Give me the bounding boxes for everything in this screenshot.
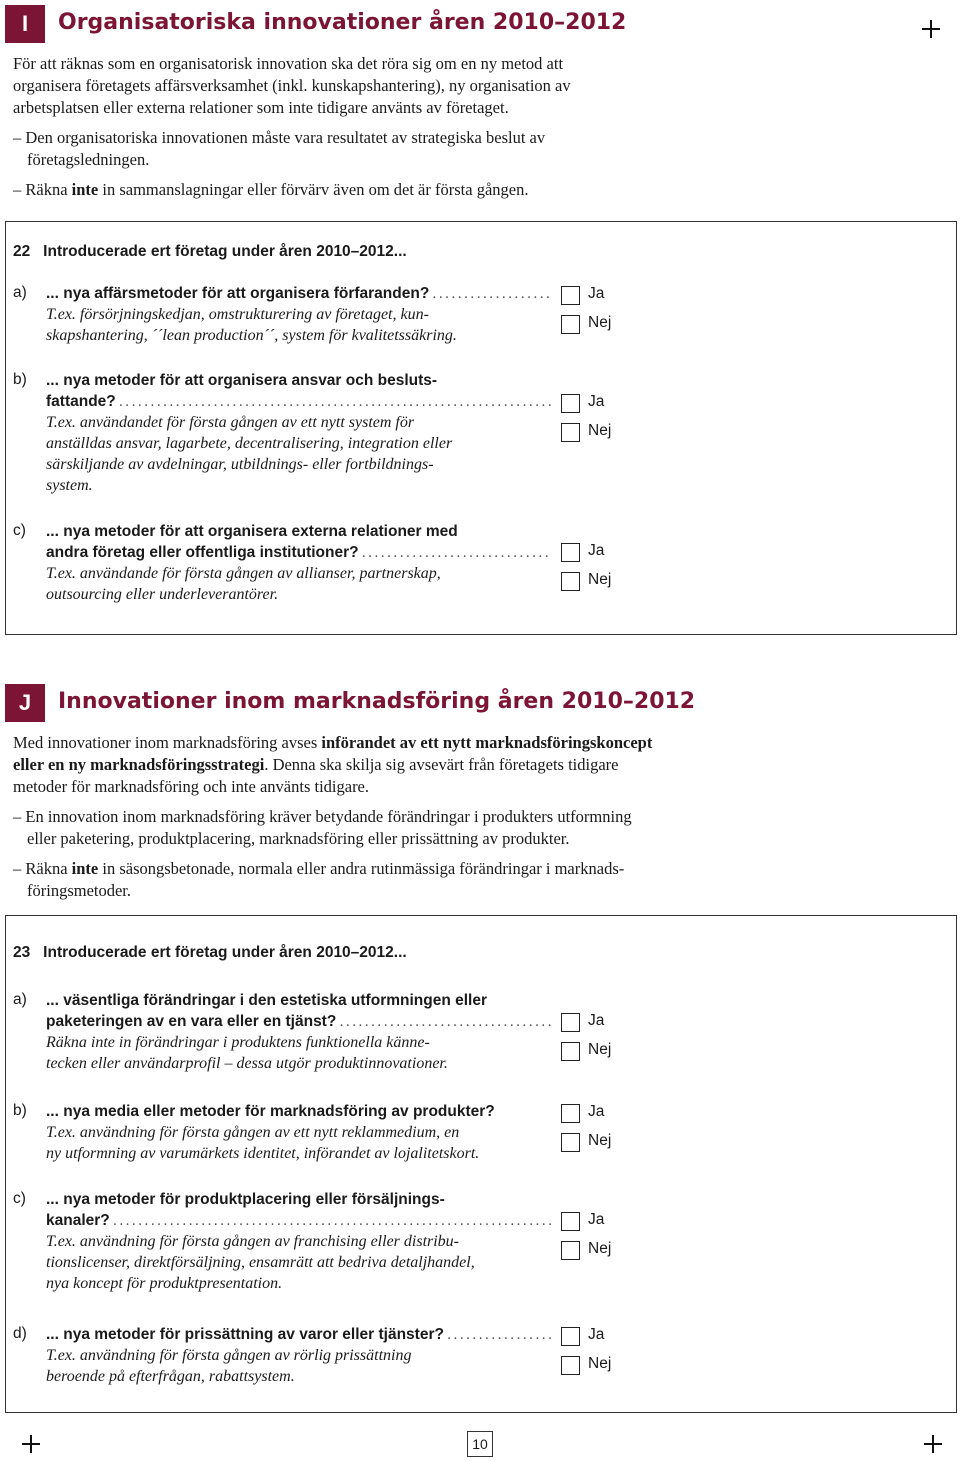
checkbox-23a-nej[interactable] xyxy=(561,1042,580,1061)
question-22-title: 22 Introducerade ert företag under åren 2010–2012... xyxy=(13,243,407,260)
item-letter: b) xyxy=(13,371,27,388)
section-i-title: Organisatoriska innovationer åren 2010–2012 xyxy=(58,10,627,35)
question-22a-text: ... nya affärsmetoder för att organisera förfaranden? ..... xyxy=(46,283,552,304)
checkbox-22a-ja[interactable] xyxy=(561,286,580,305)
checkbox-label: Nej xyxy=(588,1240,612,1257)
checkbox-label: Ja xyxy=(588,393,605,410)
item-letter: b) xyxy=(13,1102,27,1119)
checkbox-23d-ja[interactable] xyxy=(561,1327,580,1346)
section-j-intro xyxy=(13,732,813,902)
intro-line: arbetsplatsen eller externa relationer som inte tidigare använts av företaget. xyxy=(13,98,509,117)
question-23a-text: ... väsentliga förändringar i den estetiska utformningen eller paketeringen av en vara eller en tjänst? ..... xyxy=(46,990,552,1032)
intro-line: organisera företagets affärsverksamhet (inkl. kunskapshantering), ny organisation av xyxy=(13,76,571,95)
registration-mark-top-right xyxy=(922,20,940,38)
checkbox-23c-nej[interactable] xyxy=(561,1241,580,1260)
item-letter: a) xyxy=(13,284,27,301)
checkbox-label: Nej xyxy=(588,571,612,588)
checkbox-label: Nej xyxy=(588,314,612,331)
checkbox-label: Nej xyxy=(588,1355,612,1372)
item-letter: c) xyxy=(13,1190,26,1207)
question-23a-example: Räkna inte in förändringar i produktens funktionella känne- tecken eller användarprofil – dessa utgör produktinnovationer. xyxy=(46,1034,448,1072)
question-22c-example: T.ex. användande för första gången av allianser, partnerskap, outsourcing eller underleverantörer. xyxy=(46,565,441,603)
checkbox-label: Nej xyxy=(588,1041,612,1058)
item-letter: a) xyxy=(13,991,27,1008)
question-23b-text: ... nya media eller metoder för marknadsföring av produkter? xyxy=(46,1103,495,1120)
question-22a-example: T.ex. försörjningskedjan, omstrukturering av företaget, kun- skapshantering, ´´lean production´´, system för kvalitetssäkring. xyxy=(46,306,457,344)
checkbox-label: Ja xyxy=(588,542,605,559)
checkbox-23b-ja[interactable] xyxy=(561,1104,580,1123)
checkbox-label: Nej xyxy=(588,422,612,439)
checkbox-22c-nej[interactable] xyxy=(561,572,580,591)
section-j-badge: J xyxy=(5,684,45,722)
question-22b-text: ... nya metoder för att organisera ansvar och besluts- fattande? ..... xyxy=(46,370,552,412)
intro-line: eller en ny marknadsföringsstrategi. Denna ska skilja sig avsevärt från företagets tidigare xyxy=(13,755,619,774)
checkbox-22a-nej[interactable] xyxy=(561,315,580,334)
question-23c-text: ... nya metoder för produktplacering eller försäljnings- kanaler? ..... xyxy=(46,1189,552,1231)
intro-bullet: – Räkna inte in säsongsbetonade, normala eller andra rutinmässiga förändringar i marknads- föringsmetoder. xyxy=(13,859,625,900)
section-j-title: Innovationer inom marknadsföring åren 2010–2012 xyxy=(58,689,696,714)
question-23d-text: ... nya metoder för prissättning av varor eller tjänster? ..... xyxy=(46,1324,552,1345)
checkbox-label: Ja xyxy=(588,285,605,302)
section-i-intro xyxy=(13,53,733,201)
checkbox-label: Ja xyxy=(588,1211,605,1228)
intro-bullet: – En innovation inom marknadsföring kräver betydande förändringar i produkters utformning eller paketering, produktplacering, marknadsföring eller prissättning av produkter. xyxy=(13,807,632,848)
checkbox-label: Ja xyxy=(588,1103,605,1120)
checkbox-22b-nej[interactable] xyxy=(561,423,580,442)
item-letter: d) xyxy=(13,1325,27,1342)
checkbox-22c-ja[interactable] xyxy=(561,543,580,562)
checkbox-22b-ja[interactable] xyxy=(561,394,580,413)
section-i-badge: I xyxy=(5,5,45,43)
intro-line: Med innovationer inom marknadsföring avses införandet av ett nytt marknadsföringskoncept xyxy=(13,733,653,752)
question-23d-example: T.ex. användning för första gången av rörlig prissättning beroende på efterfrågan, rabattsystem. xyxy=(46,1347,412,1385)
intro-line: metoder för marknadsföring och inte använts tidigare. xyxy=(13,777,370,796)
checkbox-23d-nej[interactable] xyxy=(561,1356,580,1375)
question-23-title: 23 Introducerade ert företag under åren 2010–2012... xyxy=(13,944,407,961)
question-22c-text: ... nya metoder för att organisera externa relationer med andra företag eller offentliga institutioner? ..... xyxy=(46,521,552,563)
question-23b-example: T.ex. användning för första gången av ett nytt reklammedium, en ny utformning av varumärkets identitet, införandet av lojalitetskort. xyxy=(46,1124,480,1162)
registration-mark-bottom-left xyxy=(22,1435,40,1453)
intro-bullet: – Den organisatoriska innovationen måste vara resultatet av strategiska beslut av företagsledningen. xyxy=(13,128,546,169)
intro-bullet: – Räkna inte in sammanslagningar eller förvärv även om det är första gången. xyxy=(13,180,529,199)
checkbox-23a-ja[interactable] xyxy=(561,1013,580,1032)
question-22b-example: T.ex. användandet för första gången av ett nytt system för anställdas ansvar, lagarbete, decentralisering, integration eller särskiljande av avdelningar, utbildnings- eller fortbildnings- system. xyxy=(46,414,453,494)
intro-line: För att räknas som en organisatorisk innovation ska det röra sig om en ny metod att xyxy=(13,54,564,73)
question-23c-example: T.ex. användning för första gången av franchising eller distribu- tionslicenser, direktförsäljning, ensamrätt att bedriva detaljhandel, nya koncept för produktpresentation. xyxy=(46,1233,475,1292)
page-number: 10 xyxy=(467,1431,493,1457)
checkbox-label: Ja xyxy=(588,1326,605,1343)
checkbox-label: Nej xyxy=(588,1132,612,1149)
item-letter: c) xyxy=(13,522,26,539)
checkbox-23c-ja[interactable] xyxy=(561,1212,580,1231)
registration-mark-bottom-right xyxy=(924,1435,942,1453)
checkbox-23b-nej[interactable] xyxy=(561,1133,580,1152)
checkbox-label: Ja xyxy=(588,1012,605,1029)
